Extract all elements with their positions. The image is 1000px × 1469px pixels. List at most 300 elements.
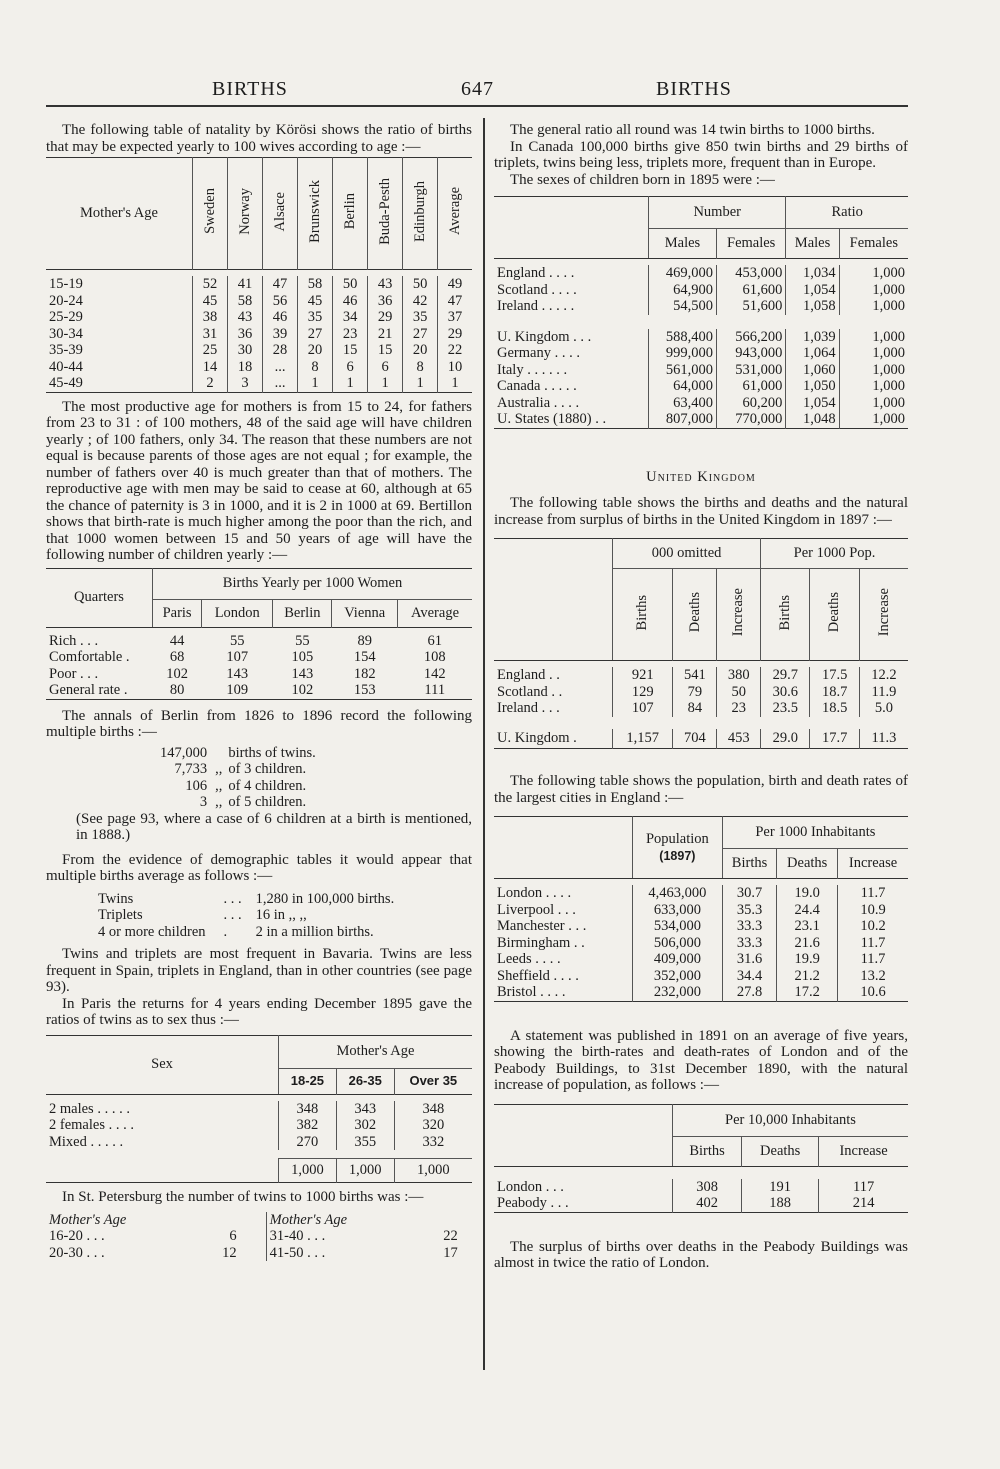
- sexes-table: [494, 196, 908, 429]
- table-row: [494, 667, 908, 684]
- value-cell: 355: [336, 1134, 394, 1151]
- column-divider: [483, 118, 485, 1370]
- list-item: [158, 761, 316, 778]
- value-cell: 45: [298, 293, 333, 310]
- count-cell: 3: [199, 794, 208, 810]
- count-cell: 147,000: [160, 744, 208, 761]
- row-label: London . . . .: [497, 885, 572, 901]
- value-cell: 28: [263, 342, 298, 359]
- row-label: Manchester . . .: [497, 918, 587, 934]
- table-row: [46, 1101, 472, 1118]
- paragraph: The annals of Berlin from 1826 to 1896 record the following multiple births :—: [46, 707, 472, 740]
- value-cell: 1,000: [839, 329, 908, 346]
- row-label: Australia . . . .: [497, 394, 580, 411]
- value-cell: 19.0: [777, 885, 838, 902]
- group-header: Number: [649, 197, 786, 229]
- list-item: [158, 794, 316, 811]
- table-row: [494, 684, 908, 701]
- col-header: Males: [649, 229, 717, 259]
- value-cell: 1,064: [786, 345, 839, 362]
- table-row: [494, 282, 908, 299]
- row-label: Peabody . . .: [497, 1195, 569, 1211]
- value-cell: 58: [298, 276, 333, 293]
- value-cell: 17.5: [810, 667, 859, 684]
- value-cell: 1,034: [786, 265, 839, 282]
- value-cell: 633,000: [633, 902, 723, 919]
- table-row: [494, 411, 908, 428]
- value-cell: 191: [742, 1179, 819, 1196]
- label-cell: 4 or more children: [98, 923, 206, 940]
- ditto-cell: ,,: [215, 761, 223, 777]
- value-cell: 55: [295, 632, 310, 649]
- value-cell: 41: [228, 276, 263, 293]
- value-cell: 50: [403, 276, 438, 293]
- col-header: Births: [722, 849, 777, 879]
- row-label: Leeds . . . .: [497, 951, 561, 967]
- col-header: Average: [438, 158, 472, 270]
- list-item: [98, 924, 394, 941]
- value-cell: 50: [717, 684, 761, 701]
- value-cell: 14: [193, 359, 228, 376]
- row-label: 35-39: [49, 342, 83, 358]
- table-row: [494, 1179, 908, 1196]
- value-cell: 143: [291, 665, 314, 682]
- value-cell: 566,200: [716, 329, 785, 346]
- st-petersburg-table: [46, 1212, 472, 1262]
- total-cell: 1,000: [336, 1159, 394, 1183]
- value-cell: 34.4: [722, 968, 777, 985]
- total-row: [494, 729, 908, 749]
- paris-twins-table: [46, 1035, 472, 1184]
- row-label: 20-24: [49, 292, 83, 309]
- value-cell: 348: [394, 1101, 472, 1118]
- value-cell: 409,000: [633, 951, 723, 968]
- description-cell: of 3 children.: [228, 761, 307, 777]
- value-cell: 1,058: [786, 298, 839, 315]
- paragraph: In Canada 100,000 births give 850 twin births and 29 births of triplets, twins being less, triplets more, frequent than in Europe.: [494, 138, 908, 171]
- value-cell: 129: [613, 684, 673, 701]
- value-cell: 1,280 in 100,000 births.: [255, 890, 395, 907]
- value-cell: 348: [279, 1101, 337, 1118]
- value-cell: 43: [228, 309, 263, 326]
- col-header: Births: [613, 569, 673, 661]
- leader-cell: . . .: [223, 907, 242, 923]
- value-cell: 20: [403, 342, 438, 359]
- col-header: Berlin: [333, 158, 368, 270]
- row-label: Ireland . . .: [497, 700, 560, 716]
- row-label: Germany . . . .: [497, 345, 580, 361]
- total-cell: 29.0: [761, 729, 810, 749]
- paragraph: A statement was published in 1891 on an average of five years, showing the birth-rates and death-rates of London and of the Peabody Buildings, to 31st December 1890, with the natural increase of population, as follows :—: [494, 1027, 908, 1093]
- value-cell: 30.7: [722, 885, 777, 902]
- value-cell: 27.8: [722, 984, 777, 1001]
- ditto-cell: [209, 745, 228, 762]
- value-cell: 10.9: [838, 902, 908, 919]
- value-cell: 17.2: [777, 984, 838, 1001]
- peabody-table: [494, 1104, 908, 1213]
- list-item: [158, 745, 316, 762]
- value-cell: 42: [403, 293, 438, 310]
- value-cell: 22: [443, 1228, 458, 1244]
- value-cell: 31: [193, 326, 228, 343]
- total-cell: 1,157: [613, 729, 673, 749]
- row-label: Italy . . . . . .: [497, 361, 568, 378]
- total-cell: 11.3: [859, 729, 908, 749]
- value-cell: 18: [228, 359, 263, 376]
- paragraph: Twins and triplets are most frequent in Bavaria. Twins are less frequent in Spain, triplets in England, than in other countries (see page 93).: [46, 946, 472, 995]
- natality-table: [46, 157, 472, 393]
- row-label: 15-19: [49, 276, 83, 292]
- value-cell: 47: [438, 293, 472, 310]
- group-header: Births Yearly per 1000 Women: [153, 568, 473, 599]
- value-cell: 35: [403, 309, 438, 326]
- value-cell: 30.6: [761, 684, 810, 701]
- col-header: Deaths: [777, 849, 838, 879]
- value-cell: 332: [394, 1134, 472, 1151]
- label-cell: Twins: [98, 890, 134, 907]
- table-row: [494, 984, 908, 1001]
- value-cell: 1: [368, 375, 403, 392]
- row-label: U. Kingdom .: [497, 730, 577, 746]
- group-header: Mother's Age: [279, 1035, 473, 1068]
- value-cell: 531,000: [716, 362, 785, 379]
- value-cell: 1,000: [839, 298, 908, 315]
- paragraph: The general ratio all round was 14 twin births to 1000 births.: [510, 122, 875, 138]
- value-cell: 107: [226, 649, 249, 665]
- value-cell: 2 in a million births.: [255, 923, 374, 940]
- col-header: Buda-Pesth: [368, 158, 403, 270]
- table-row: [494, 395, 908, 412]
- row-label: Comfortable .: [49, 649, 130, 665]
- row-label: Poor . . .: [49, 665, 99, 682]
- value-cell: 54,500: [649, 298, 717, 315]
- col-header: Males: [786, 229, 839, 259]
- row-label: England . . . .: [497, 265, 575, 281]
- value-cell: 61,600: [716, 282, 785, 299]
- table-corner: Mother's Age: [80, 205, 158, 222]
- left-column: [46, 122, 472, 1261]
- table-row: [46, 1117, 472, 1134]
- list-item: [158, 778, 316, 795]
- value-cell: 23.5: [761, 700, 810, 717]
- value-cell: 12: [222, 1244, 237, 1261]
- value-cell: 39: [263, 326, 298, 343]
- value-cell: 1,039: [786, 329, 839, 346]
- value-cell: 10: [438, 359, 472, 376]
- value-cell: 36: [368, 293, 403, 310]
- table-row: [494, 378, 908, 395]
- total-row: [46, 1159, 472, 1183]
- paragraph: In St. Petersburg the number of twins to 1000 births was :—: [62, 1189, 424, 1205]
- value-cell: 60,200: [716, 395, 785, 412]
- table-row: [494, 265, 908, 282]
- col-header: Over 35: [394, 1068, 472, 1094]
- value-cell: ...: [263, 375, 298, 392]
- col-header: Norway: [228, 158, 263, 270]
- value-cell: 18.7: [810, 684, 859, 701]
- col-header: Mother's Age: [266, 1212, 422, 1229]
- row-label: 2 females . . . .: [49, 1117, 134, 1133]
- value-cell: 15: [368, 342, 403, 359]
- value-cell: 142: [423, 665, 446, 682]
- value-cell: 214: [819, 1195, 908, 1212]
- table-row: [494, 935, 908, 952]
- description-cell: of 4 children.: [228, 777, 307, 794]
- value-cell: 402: [673, 1195, 742, 1212]
- value-cell: 232,000: [633, 984, 723, 1001]
- value-cell: 11.7: [838, 951, 908, 968]
- leader-cell: . . .: [223, 890, 242, 907]
- value-cell: 921: [613, 667, 673, 684]
- value-cell: 27: [298, 326, 333, 343]
- value-cell: 111: [424, 682, 446, 698]
- paragraph: (See page 93, where a case of 6 children at a birth is mentioned, in 1888.): [76, 810, 472, 843]
- table-row: [46, 342, 472, 359]
- value-cell: 8: [298, 359, 333, 376]
- count-cell: 106: [185, 777, 208, 794]
- table-row: [494, 951, 908, 968]
- table-row: [46, 359, 472, 376]
- value-cell: 29.7: [761, 667, 810, 684]
- value-cell: 46: [263, 309, 298, 326]
- value-cell: 36: [228, 326, 263, 343]
- total-cell: 704: [673, 729, 717, 749]
- value-cell: 64,000: [649, 378, 717, 395]
- group-header: 000 omitted: [613, 539, 761, 569]
- col-header: Average: [397, 599, 472, 627]
- table-row: [46, 682, 472, 699]
- section-heading: United Kingdom: [646, 468, 756, 485]
- value-cell: 1,060: [786, 362, 839, 379]
- value-cell: 6: [229, 1228, 237, 1244]
- multiple-births-list: [158, 745, 316, 811]
- value-cell: 8: [403, 359, 438, 376]
- value-cell: 105: [291, 649, 314, 665]
- value-cell: 453,000: [716, 265, 785, 282]
- value-cell: 1,000: [839, 265, 908, 282]
- value-cell: 25: [193, 342, 228, 359]
- value-cell: 10.6: [838, 984, 908, 1001]
- value-cell: 68: [169, 649, 185, 665]
- total-cell: 1,000: [394, 1159, 472, 1183]
- value-cell: 11.7: [838, 885, 908, 902]
- value-cell: 61,000: [716, 378, 785, 395]
- total-cell: 1,000: [279, 1159, 337, 1183]
- value-cell: 382: [279, 1117, 337, 1134]
- page-number: 647: [461, 78, 494, 100]
- value-cell: 108: [423, 649, 446, 665]
- row-label: Scotland . . . .: [497, 281, 577, 298]
- value-cell: 1: [403, 375, 438, 392]
- value-cell: 1,048: [786, 411, 839, 428]
- value-cell: 1: [298, 375, 333, 392]
- value-cell: 24.4: [777, 902, 838, 919]
- table-row: [494, 362, 908, 379]
- table-row: [46, 326, 472, 343]
- table-row: [494, 329, 908, 346]
- value-cell: ...: [263, 359, 298, 376]
- value-cell: 12.2: [859, 667, 908, 684]
- value-cell: 47: [263, 276, 298, 293]
- col-header: Births: [673, 1136, 742, 1166]
- ditto-cell: ,,: [215, 794, 223, 810]
- running-head-right: BIRTHS: [656, 78, 732, 100]
- col-header: Brunswick: [298, 158, 333, 270]
- table-row: [46, 309, 472, 326]
- value-cell: 33.3: [722, 918, 777, 935]
- value-cell: 107: [613, 700, 673, 717]
- value-cell: 80: [169, 682, 185, 698]
- table-row: [494, 968, 908, 985]
- value-cell: 153: [353, 682, 376, 698]
- value-cell: 52: [193, 276, 228, 293]
- table-row: [494, 885, 908, 902]
- col-header: Paris: [153, 599, 202, 627]
- value-cell: 3: [228, 375, 263, 392]
- value-cell: 20: [298, 342, 333, 359]
- value-cell: 302: [336, 1117, 394, 1134]
- col-header: Increase: [859, 569, 908, 661]
- value-cell: 37: [438, 309, 472, 326]
- value-cell: 15: [333, 342, 368, 359]
- value-cell: 29: [438, 326, 472, 343]
- row-label: 2 males . . . . .: [49, 1100, 130, 1117]
- value-cell: 143: [226, 665, 249, 682]
- value-cell: 109: [226, 682, 249, 698]
- value-cell: 21.6: [777, 935, 838, 952]
- col-header: Deaths: [742, 1136, 819, 1166]
- value-cell: 1,054: [786, 395, 839, 412]
- value-cell: 4,463,000: [633, 885, 723, 902]
- value-cell: 19.9: [777, 951, 838, 968]
- description-cell: births of twins.: [228, 744, 316, 761]
- col-header: Increase: [819, 1136, 908, 1166]
- row-label: Sheffield . . . .: [497, 967, 579, 984]
- value-cell: 1,000: [839, 345, 908, 362]
- value-cell: 51,600: [716, 298, 785, 315]
- total-cell: 17.7: [810, 729, 859, 749]
- table-row: [46, 293, 472, 310]
- value-cell: 50: [333, 276, 368, 293]
- group-header: Ratio: [786, 197, 908, 229]
- table-row: [494, 700, 908, 717]
- value-cell: 49: [438, 276, 472, 293]
- value-cell: 23: [333, 326, 368, 343]
- value-cell: 1,000: [839, 378, 908, 395]
- value-cell: 64,900: [649, 282, 717, 299]
- value-cell: 182: [353, 665, 376, 682]
- value-cell: 561,000: [649, 362, 717, 379]
- age-cell: 20-30 . . .: [49, 1244, 105, 1261]
- value-cell: 534,000: [633, 918, 723, 935]
- value-cell: 469,000: [649, 265, 717, 282]
- value-cell: 33.3: [722, 935, 777, 952]
- col-header: Berlin: [273, 599, 332, 627]
- value-cell: 6: [368, 359, 403, 376]
- paragraph: The most productive age for mothers is from 15 to 24, for fathers from 23 to 31 : of 100 mothers, 48 of the said age will have children yearly ; of 100 fathers, only 34. The reason that these numbers are not equal is because parents of those ages are not equal ; for example, the number of fathers over 40 is much greater than that of mothers. The reproductive age with men may be said to cease at 60, although at 65 the chance of paternity is 3 in 1000, and it is 2 in 1000 at 69. Bertillon shows that birth-rate is much higher among the poor than the rich, and that 1000 women between 15 and 50 years of age will have the following number of children yearly :—: [46, 398, 472, 563]
- value-cell: 1: [333, 375, 368, 392]
- value-cell: 380: [717, 667, 761, 684]
- paragraph: The following table shows the births and deaths and the natural increase from surplus of births in the United Kingdom in 1897 :—: [494, 495, 908, 528]
- paragraph: In Paris the returns for 4 years ending December 1895 gave the ratios of twins as to sex thus :—: [46, 995, 472, 1028]
- value-cell: 16 in ,, ,,: [255, 907, 307, 923]
- value-cell: 21: [368, 326, 403, 343]
- row-label: Birmingham . .: [497, 934, 585, 951]
- group-header: Per 1000 Inhabitants: [722, 817, 908, 849]
- table-row: [494, 918, 908, 935]
- col-header: Sweden: [193, 158, 228, 270]
- col-header: Deaths: [810, 569, 859, 661]
- paragraph: The surplus of births over deaths in the Peabody Buildings was almost in twice the ratio of London.: [494, 1238, 908, 1271]
- row-label: Ireland . . . . .: [497, 298, 575, 314]
- row-label: General rate .: [49, 682, 128, 698]
- col-header: 18-25: [279, 1068, 337, 1094]
- col-header: Deaths: [673, 569, 717, 661]
- table-row: [46, 276, 472, 293]
- cities-table: [494, 816, 908, 1002]
- row-label: 30-34: [49, 325, 83, 342]
- row-label: Mixed . . . . .: [49, 1133, 124, 1150]
- value-cell: 1,000: [839, 282, 908, 299]
- total-cell: 453: [717, 729, 761, 749]
- col-header: Births: [761, 569, 810, 661]
- count-cell: 7,733: [174, 761, 208, 777]
- value-cell: 343: [336, 1101, 394, 1118]
- value-cell: 84: [673, 700, 717, 717]
- row-label: Bristol . . . .: [497, 984, 566, 1000]
- row-label: U. Kingdom . . .: [497, 328, 592, 345]
- value-cell: 63,400: [649, 395, 717, 412]
- value-cell: 770,000: [716, 411, 785, 428]
- value-cell: 320: [394, 1117, 472, 1134]
- table-row: [46, 649, 472, 666]
- value-cell: 1: [438, 375, 472, 392]
- value-cell: 102: [291, 682, 314, 698]
- table-row: [494, 902, 908, 919]
- value-cell: 17: [443, 1244, 458, 1261]
- value-cell: 31.6: [722, 951, 777, 968]
- paragraph: The following table shows the population, birth and death rates of the largest cities in England :—: [494, 773, 908, 806]
- value-cell: 79: [673, 684, 717, 701]
- col-header: Females: [839, 229, 908, 259]
- col-header: Increase: [838, 849, 908, 879]
- value-cell: 13.2: [838, 968, 908, 985]
- value-cell: 102: [166, 665, 188, 682]
- row-label: Scotland . .: [497, 683, 563, 700]
- value-cell: 56: [263, 293, 298, 310]
- table-corner: Sex: [46, 1035, 279, 1094]
- paragraph: The following table of natality by Körösi shows the ratio of births that may be expected yearly to 100 wives according to age :—: [46, 122, 472, 155]
- row-label: 40-44: [49, 358, 83, 375]
- table-row: [494, 298, 908, 315]
- row-label: 25-29: [49, 309, 83, 325]
- value-cell: 35.3: [722, 902, 777, 919]
- uk-births-table: [494, 538, 908, 749]
- value-cell: 352,000: [633, 968, 723, 985]
- row-label: England . .: [497, 667, 560, 683]
- group-header: Per 1000 Pop.: [761, 539, 908, 569]
- header-rule: [46, 105, 908, 107]
- description-cell: of 5 children.: [228, 794, 307, 810]
- col-header: Increase: [717, 569, 761, 661]
- value-cell: 11.7: [838, 935, 908, 952]
- row-label: Rich . . .: [49, 632, 99, 649]
- age-cell: 16-20 . . .: [49, 1228, 105, 1244]
- averages-list: [98, 891, 394, 941]
- value-cell: 117: [819, 1179, 908, 1196]
- paragraph: From the evidence of demographic tables it would appear that multiple births average as follows :—: [46, 851, 472, 884]
- col-header: Edinburgh: [403, 158, 438, 270]
